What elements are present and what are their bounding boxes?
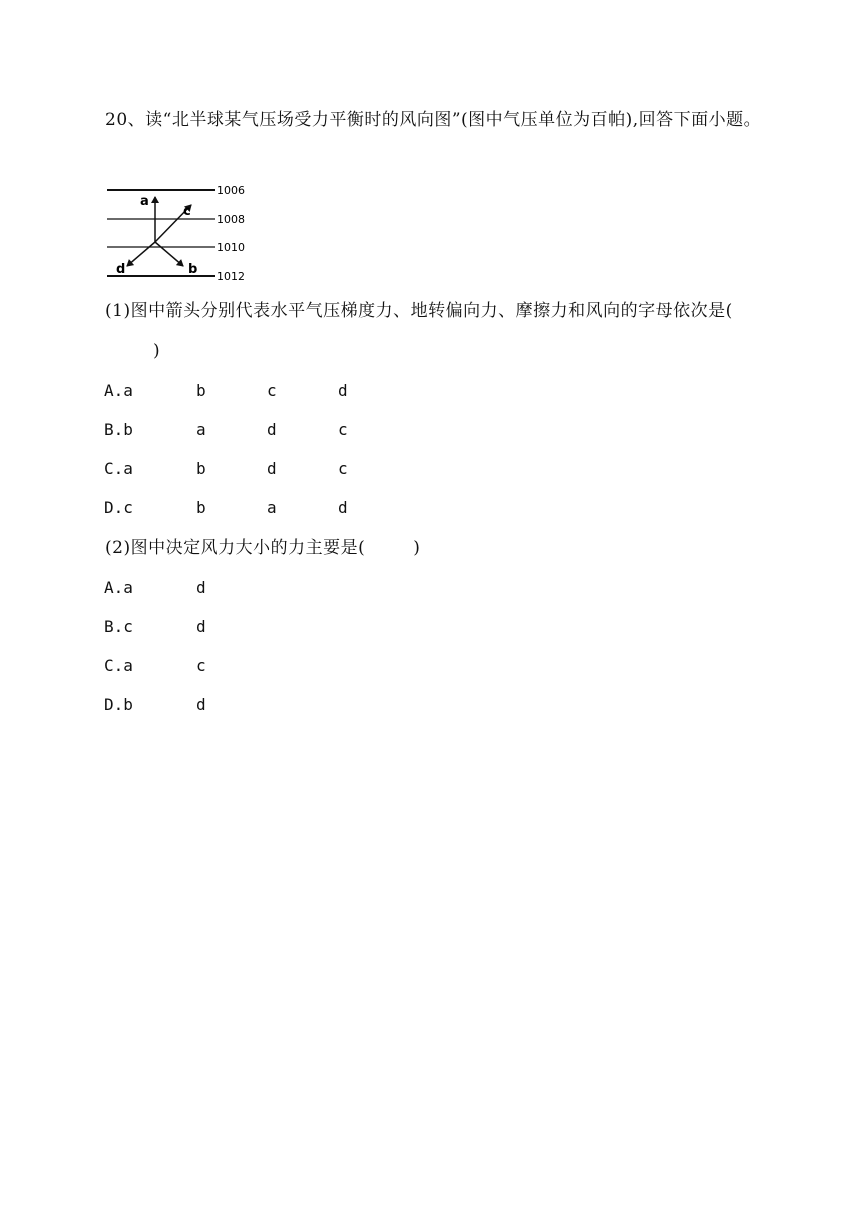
sub-question-2-prompt (105, 528, 765, 568)
sub-question-1-close: ) (153, 341, 161, 361)
option-item: d (196, 578, 206, 597)
option-item: b (196, 459, 206, 478)
arrow-label-c: c (183, 204, 191, 219)
option-item: d (196, 617, 206, 636)
option-item: c (196, 656, 206, 675)
option-label: B.b (104, 420, 133, 439)
sub-question-2-close: ) (413, 538, 421, 558)
option-label: A.a (104, 578, 133, 597)
option-label: C.a (104, 459, 133, 478)
isobar-label-1012: 1012 (217, 270, 245, 283)
arrow-b (155, 242, 183, 266)
option-item: b (196, 498, 206, 517)
option-item: d (338, 498, 348, 517)
sub-question-1-prompt (105, 291, 765, 371)
option-item: d (338, 381, 348, 400)
arrow-d (127, 242, 155, 266)
isobar-label-1010: 1010 (217, 241, 245, 254)
arrow-label-b: b (188, 262, 198, 277)
option-item: d (267, 420, 277, 439)
sub-question-2-text: (2)图中决定风力大小的力主要是( (105, 538, 366, 558)
option-label: A.a (104, 381, 133, 400)
option-item: c (267, 381, 277, 400)
option-label: B.c (104, 617, 133, 636)
option-item: a (267, 498, 277, 517)
option-label: D.b (104, 695, 133, 714)
isobar-label-1006: 1006 (217, 184, 245, 197)
sub-question-1-text: (1)图中箭头分别代表水平气压梯度力、地转偏向力、摩擦力和风向的字母依次是( (105, 301, 733, 321)
option-item: d (196, 695, 206, 714)
question-stem: 20、读“北半球某气压场受力平衡时的风向图”(图中气压单位为百帕),回答下面小题。 (105, 110, 762, 130)
wind-direction-diagram (105, 180, 255, 284)
option-item: a (196, 420, 206, 439)
isobar-label-1008: 1008 (217, 213, 245, 226)
option-item: c (338, 459, 348, 478)
option-item: b (196, 381, 206, 400)
option-label: D.c (104, 498, 133, 517)
arrow-label-d: d (116, 262, 126, 277)
option-item: d (267, 459, 277, 478)
arrow-label-a: a (140, 194, 149, 209)
option-label: C.a (104, 656, 133, 675)
option-item: c (338, 420, 348, 439)
